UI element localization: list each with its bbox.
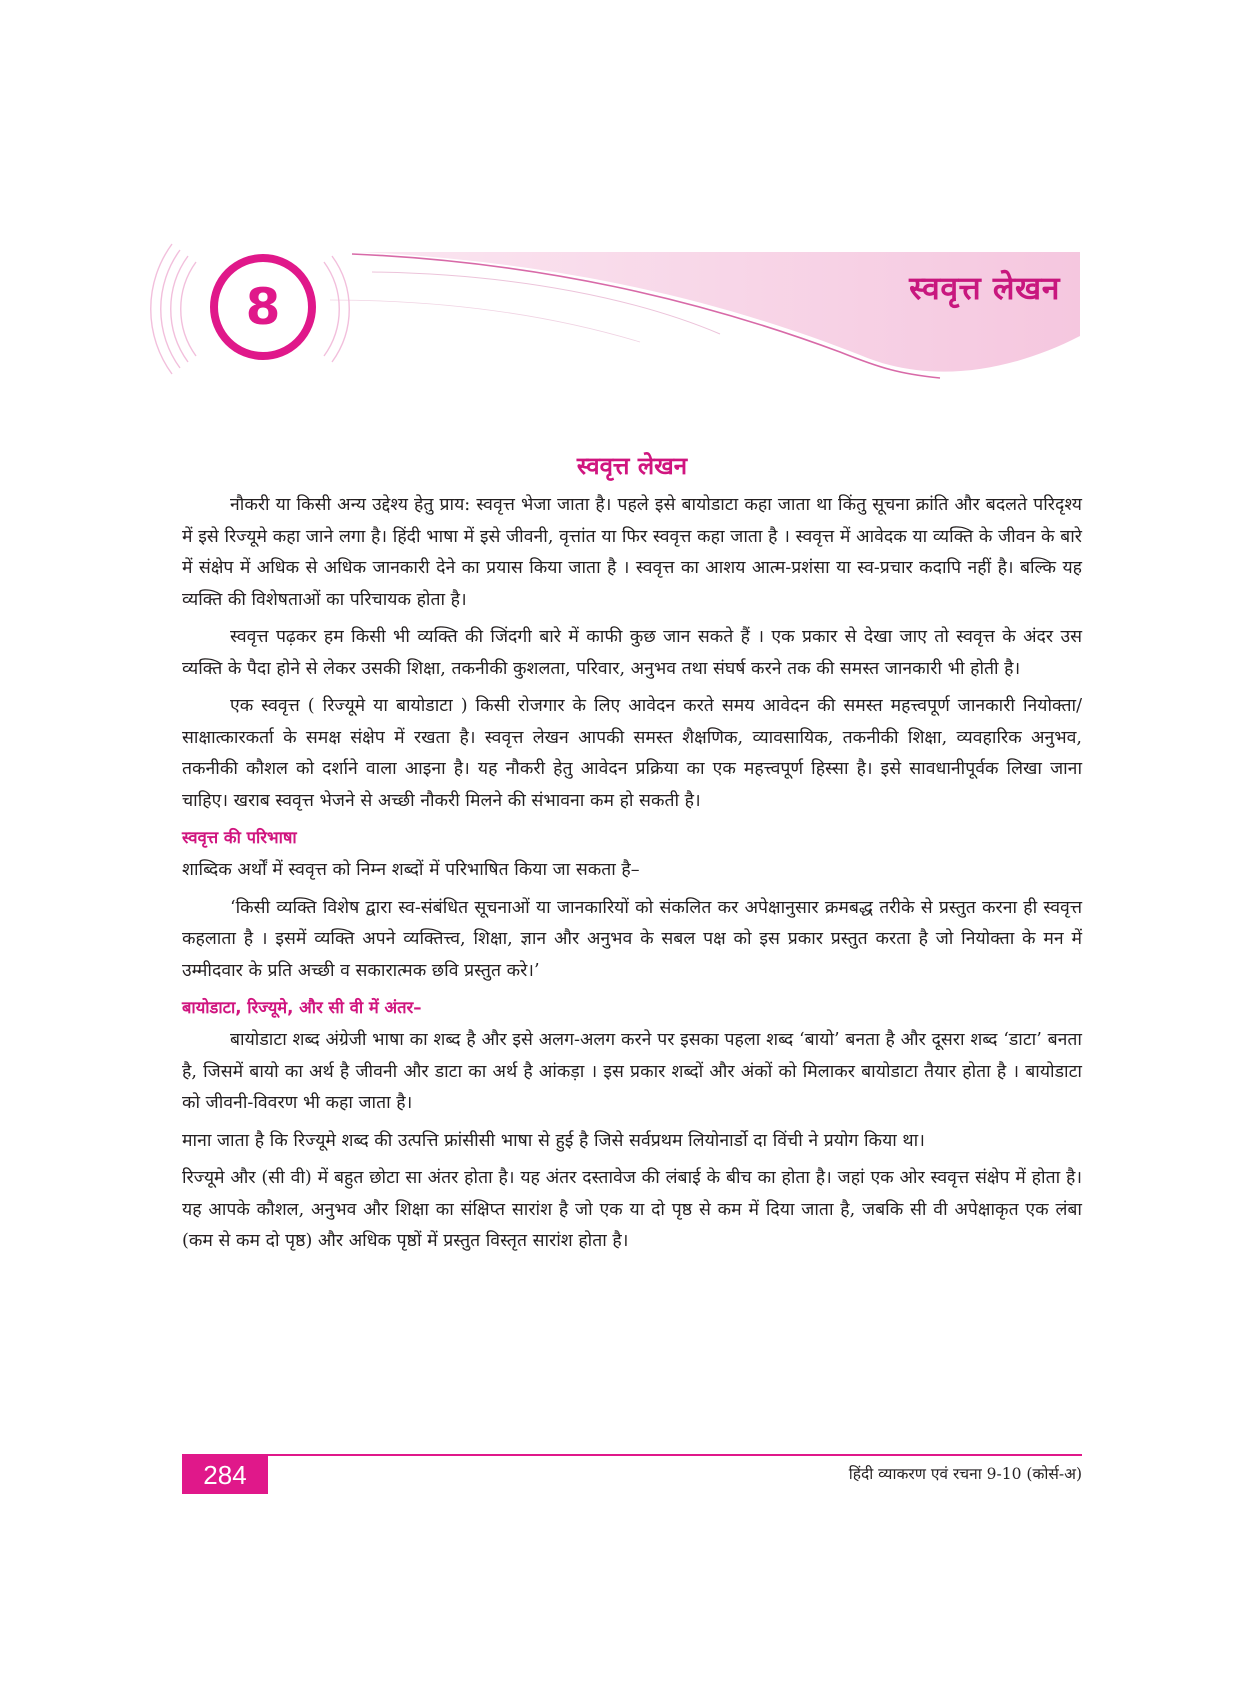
definition-heading: स्ववृत्त की परिभाषा [182, 828, 297, 847]
difference-heading: बायोडाटा, रिज्यूमे, और सी वी में अंतर– [182, 998, 422, 1017]
difference-paragraph: बायोडाटा शब्द अंग्रेजी भाषा का शब्द है और इसे अलग-अलग करने पर इसका पहला शब्द ‘बायो’ बनता है और दूसरा शब्द ‘डाटा’ बनता है, जिसमें बायो का अर्थ है जीवनी और डाटा का अर्थ है आंकड़ा । इस प्रकार शब्दों और अंकों को मिलाकर बायोडाटा तैयार होता है । बायोडाटा को जीवनी-विवरण भी कहा जाता है। [182, 1030, 1082, 1113]
chapter-banner [0, 0, 1260, 420]
section-title: स्ववृत्त लेखन [576, 452, 688, 480]
intro-paragraph: नौकरी या किसी अन्य उद्देश्य हेतु प्राय: स्ववृत्त भेजा जाता है। पहले इसे बायोडाटा कहा जाता था किंतु सूचना क्रांति और बदलते परिदृश्य में इसे रिज्यूमे कहा जाने लगा है। हिंदी भाषा में इसे जीवनी, वृत्तांत या फिर स्ववृत्त कहा जाता है । स्ववृत्त में आवेदक या व्यक्ति के जीवन के बारे में संक्षेप में अधिक से अधिक जानकारी देने का प्रयास किया जाता है । स्ववृत्त का आशय आत्म-प्रशंसा या स्व-प्रचार कदापि नहीं है। बल्कि यह व्यक्ति की विशेषताओं का परिचायक होता है। [182, 495, 1082, 610]
definition-quote: ‘किसी व्यक्ति विशेष द्वारा स्व-संबंधित सूचनाओं या जानकारियों को संकलित कर अपेक्षानुसार क्रमबद्ध तरीके से प्रस्तुत करना ही स्ववृत्त कहलाता है । इसमें व्यक्ति अपने व्यक्तित्त्व, शिक्षा, ज्ञान और अनुभव के सबल पक्ष को इस प्रकार प्रस्तुत करता है जो नियोक्ता के मन में उम्मीदवार के प्रति अच्छी व सकारात्मक छवि प्रस्तुत करे।’ [182, 897, 1082, 981]
chapter-number: 8 [245, 278, 281, 336]
definition-lead: शाब्दिक अर्थों में स्ववृत्त को निम्न शब्दों में परिभाषित किया जा सकता है– [182, 860, 640, 880]
difference-paragraph: माना जाता है कि रिज्यूमे शब्द की उत्पत्ति फ्रांसीसी भाषा से हुई है जिसे सर्वप्रथम लियोनार्डो दा विंची ने प्रयोग किया था। [182, 1130, 925, 1151]
intro-paragraph: स्ववृत्त पढ़कर हम किसी भी व्यक्ति की जिंदगी बारे में काफी कुछ जान सकते हैं । एक प्रकार से देखा जाए तो स्ववृत्त के अंदर उस व्यक्ति के पैदा होने से लेकर उसकी शिक्षा, तकनीकी कुशलता, परिवार, अनुभव तथा संघर्ष करने तक की समस्त जानकारी भी होती है। [182, 627, 1082, 679]
intro-paragraph: एक स्ववृत्त ( रिज्यूमे या बायोडाटा ) किसी रोजगार के लिए आवेदन करते समय आवेदन की समस्त महत्त्वपूर्ण जानकारी नियोक्ता/साक्षात्कारकर्ता के समक्ष संक्षेप में रखता है। स्ववृत्त लेखन आपकी समस्त शैक्षणिक, व्यावसायिक, तकनीकी शिक्षा, व्यवहारिक अनुभव, तकनीकी कौशल को दर्शाने वाला आइना है। यह नौकरी हेतु आवेदन प्रक्रिया का एक महत्त्वपूर्ण हिस्सा है। इसे सावधानीपूर्वक लिखा जाना चाहिए। खराब स्ववृत्त भेजने से अच्छी नौकरी मिलने की संभावना कम हो सकती है। [182, 696, 1083, 811]
chapter-title: स्ववृत्त लेखन [909, 269, 1060, 307]
page-number: 284 [182, 1456, 268, 1494]
page-content [182, 450, 1082, 1264]
difference-paragraph: रिज्यूमे और (सी वी) में बहुत छोटा सा अंतर होता है। यह अंतर दस्तावेज की लंबाई के बीच का होता है। जहां एक ओर स्ववृत्त संक्षेप में होता है। यह आपके कौशल, अनुभव और शिक्षा का संक्षिप्त सारांश है जो एक या दो पृष्ठ से कम में दिया जाता है, जबकि सी वी अपेक्षाकृत एक लंबा (कम से कम दो पृष्ठ) और अधिक पृष्ठों में प्रस्तुत विस्तृत सारांश होता है। [182, 1168, 1082, 1251]
footer-divider [182, 1454, 1082, 1456]
book-title: हिंदी व्याकरण एवं रचना 9-10 (कोर्स-अ) [848, 1465, 1082, 1483]
